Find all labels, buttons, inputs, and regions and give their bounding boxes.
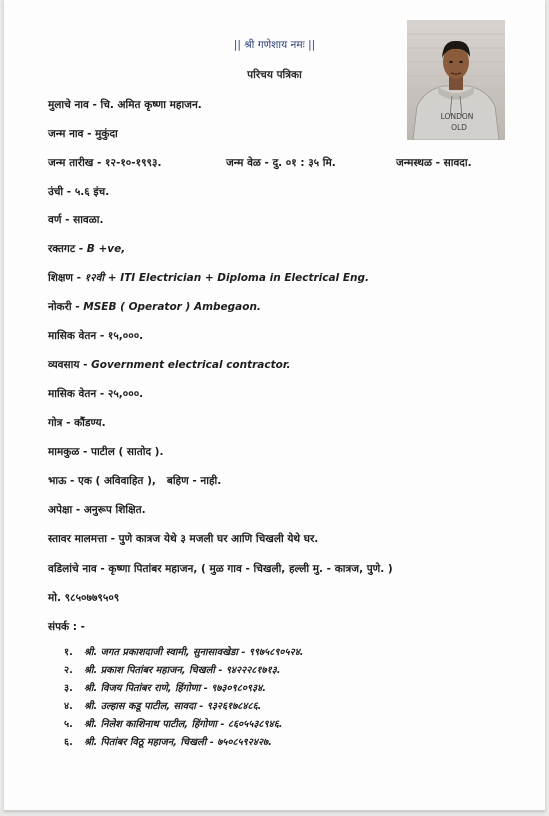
field-education <box>48 271 369 285</box>
biodata-page <box>4 0 545 811</box>
field-siblings <box>48 474 221 488</box>
birth-place-label: जन्मस्थळ - <box>396 157 440 169</box>
field-birth-time <box>226 156 336 170</box>
brother-label: भाऊ - <box>48 475 75 487</box>
property-value: पुणे कात्रज येथे ३ मजली घर आणि चिखली येथे घर. <box>118 533 319 545</box>
salary-business-label: मासिक वेतन - <box>48 388 105 400</box>
profile-photo-image <box>407 20 505 140</box>
field-father <box>48 562 393 576</box>
shirt-print-line2: OLD <box>451 123 467 132</box>
field-birth-place <box>396 156 472 170</box>
contact-item <box>64 716 304 734</box>
contact-text: श्री. निलेश काशिनाथ पाटील, हिंगोणा - ८६०५५३८९४६. <box>84 719 283 730</box>
blood-group-label: रक्तगट - <box>48 243 84 255</box>
education-label: शिक्षण - <box>48 272 81 284</box>
property-label: स्तावर मालमत्ता - <box>48 533 115 545</box>
contact-text: श्री. प्रकाश पितांबर महाजन, चिखली - ९४२२२८१७१३. <box>84 665 281 676</box>
contact-heading: संपर्क : - <box>48 621 85 633</box>
job-value: MSEB ( Operator ) Ambegaon. <box>83 301 261 313</box>
profile-photo <box>407 20 505 140</box>
salary-business-value: २५,०००. <box>107 388 144 400</box>
field-expectation <box>48 503 146 517</box>
mobile-label: मो. <box>48 592 61 604</box>
document-title: परिचय पत्रिका <box>247 69 302 81</box>
father-value: कृष्णा पितांबर महाजन, ( मुळ गाव - चिखली, हल्ली मु. - कात्रज, पुणे. ) <box>108 563 393 575</box>
field-birth-name <box>48 127 118 141</box>
field-gotra <box>48 416 106 430</box>
contact-number: ३. <box>64 683 73 694</box>
field-blood-group <box>48 242 125 256</box>
birth-place-value: सावदा. <box>443 157 472 169</box>
birth-name-label: जन्म नाव - <box>48 128 92 140</box>
job-label: नोकरी - <box>48 301 80 313</box>
expectation-label: अपेक्षा - <box>48 504 81 516</box>
boy-name-label: मुलाचे नाव - <box>48 99 97 111</box>
contact-number: ६. <box>64 737 73 748</box>
mamkul-value: पाटील ( सातोद ). <box>91 446 164 458</box>
expectation-value: अनुरूप शिक्षित. <box>83 504 146 516</box>
contact-item <box>64 698 304 716</box>
birth-name-value: मुकुंदा <box>95 128 118 140</box>
gotra-label: गोत्र - <box>48 417 71 429</box>
contact-number: २. <box>64 665 73 676</box>
contact-number: ५. <box>64 719 73 730</box>
contact-number: १. <box>64 647 73 658</box>
complexion-value: सावळा. <box>73 214 104 226</box>
field-birth-date <box>48 156 161 170</box>
salary-job-label: मासिक वेतन - <box>48 330 105 342</box>
contact-number: ४. <box>64 701 73 712</box>
contact-list <box>64 644 304 752</box>
birth-date-label: जन्म तारीख - <box>48 157 102 169</box>
education-value: १२वी + ITI Electrician + Diploma in Electrical Eng. <box>84 272 369 284</box>
field-complexion <box>48 213 103 227</box>
field-property <box>48 532 318 546</box>
father-label: वडिलांचे नाव - <box>48 563 105 575</box>
gotra-value: कौंडण्य. <box>74 417 106 429</box>
field-job <box>48 300 261 314</box>
boy-name-value: चि. अमित कृष्णा महाजन. <box>100 99 202 111</box>
contact-item <box>64 644 304 662</box>
sister-label: बहिण - <box>166 475 197 487</box>
contact-text: श्री. उल्हास कडू पाटील, सावदा - ९३२६१७८४८६. <box>84 701 262 712</box>
mobile-value: ९८५०७७९५०९ <box>64 592 120 604</box>
field-mamkul <box>48 445 163 459</box>
blessing-line: || श्री गणेशाय नमः || <box>233 39 316 51</box>
blood-group-value: B +ve, <box>86 243 126 255</box>
field-salary-job <box>48 329 143 343</box>
birth-date-value: १२-१०-१९९३. <box>105 157 162 169</box>
field-height <box>48 185 109 199</box>
mamkul-label: मामकुळ - <box>48 446 88 458</box>
contact-text: श्री. जगत प्रकाशदाजी स्वामी, सुनासावखेडा - ९९७५८९०५२४. <box>84 647 304 658</box>
business-value: Government electrical contractor. <box>91 359 291 371</box>
height-label: उंची - <box>48 186 72 198</box>
complexion-label: वर्ण - <box>48 214 70 226</box>
field-salary-business <box>48 387 143 401</box>
field-mobile <box>48 591 119 605</box>
salary-job-value: १५,०००. <box>107 330 144 342</box>
contact-text: श्री. पितांबर विठू महाजन, चिखली - ७५०८५९२४२७. <box>84 737 272 748</box>
birth-time-value: दु. ०१ : ३५ मि. <box>272 157 336 169</box>
field-business <box>48 358 291 372</box>
contact-item <box>64 662 304 680</box>
brother-value: एक ( अविवाहित ), <box>78 475 156 487</box>
birth-time-label: जन्म वेळ - <box>226 157 269 169</box>
contact-item <box>64 680 304 698</box>
shirt-print-line1: LONDON <box>440 112 474 121</box>
field-boy-name <box>48 98 202 112</box>
contact-text: श्री. विजय पितांबर राणे, हिंगोणा - ९७३०९८०९३४. <box>84 683 266 694</box>
contact-item <box>64 734 304 752</box>
height-value: ५.६ इंच. <box>74 186 110 198</box>
sister-value: नाही. <box>200 475 222 487</box>
business-label: व्यवसाय - <box>48 359 88 371</box>
